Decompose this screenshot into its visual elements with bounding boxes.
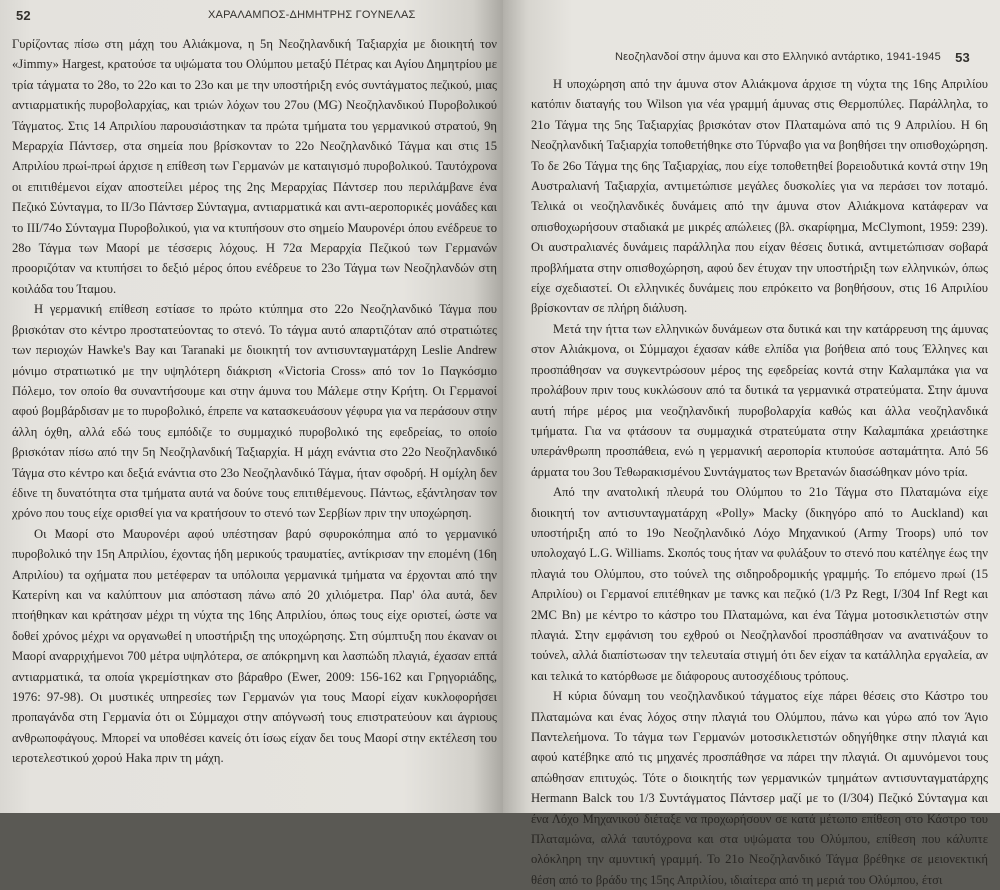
left-author-header: ΧΑΡΑΛΑΜΠΟΣ-ΔΗΜΗΤΡΗΣ ΓΟΥΝΕΛΑΣ [208, 9, 416, 21]
right-paragraph-3: Από την ανατολική πλευρά του Ολύμπου το 21ο Τάγμα στο Πλαταμώνα είχε διοικητή τον αντισυνταγματάρχη «Polly» Macky (δικηγόρο από το Auckland) και υποστήριξη από το 19ο Νεοζηλανδικό Λόχο Μηχανικού (Army Troops) υπό τον υπολοχαγό L.G. Williams. Σκοπός τους ήταν να φυλάξουν το στενό που κατέληγε έως την πλαγιά του Ολύμπου, στο τούνελ της σιδηροδρομικής γραμμής. Το επόμενο πρωί (15 Απριλίου) οι Γερμανοί επιτέθηκαν με τανκς και πεζικό (1/3 Pz Regt, I/304 Inf Regt και 2MC Bn) με κέντρο το κάστρο του Πλαταμώνα, και ένα Τάγμα μοτοσικλετιστών στην πλαγιά. Στην εμφάνιση του εχθρού οι Νεοζηλανδοί προσπάθησαν να ανατινάξουν το τούνελ, αλλά διαπίστωσαν την τελευταία στιγμή ότι δεν είχαν τα κατάλληλα εργαλεία, αν και τελικά το κατόρθωσε με διάφορους αυτοσχέδιους τρόπους. [531, 485, 988, 683]
right-paragraph-4: Η κύρια δύναμη του νεοζηλανδικού τάγματος είχε πάρει θέσεις στο Κάστρο του Πλαταμώνα και ένας λόχος στην πλαγιά του Ολύμπου, πάνω και γύρω από τον Άγιο Παντελεήμονα. Το τάγμα των Γερμανών μοτοσικλετιστών οδηγήθηκε στην πλαγιά και αφού κατέβηκε από τις μηχανές προσπάθησε να πάρει την πλαγιά. Οι αμυνόμενοι τους απώθησαν επιτυχώς. Τότε ο διοικητής των γερμανικών τμημάτων αντισυνταγματάρχης Hermann Balck του 1/3 Συντάγματος Πάντσερ μαζί με το (I/304) Πεζικό Σύνταγμα και ένα Λόχο Μηχανικού διέταξε να προχωρήσουν σε κατά μέτωπο επίθεση στο Κάστρο του Πλαταμώνα, αλλά ταυτόχρονα και στα υψώματα του Ολύμπου, επίθεση που κάλυπτε ολόκληρη την αμυντική γραμμή. Το 21ο Νεοζηλανδικό Τάγμα βρέθηκε σε μειονεκτική θέση από το βράδυ της 15ης Απριλίου, ιδιαίτερα από τη μεριά του Ολύμπου, έτσι [531, 689, 988, 887]
left-paragraph-1: Γυρίζοντας πίσω στη μάχη του Αλιάκμονα, η 5η Νεοζηλανδική Ταξιαρχία με διοικητή τον «Jimmy» Hargest, κρατούσε τα υψώματα του Ολύμπου μεταξύ Πέτρας και Αγίου Δημητρίου με τρία τάγματα το 28ο, το 22ο και το 23ο και με την υποστήριξη ενός συντάγματος πεζικού, μιας αντιαρματικής πυροβολαρχίας, και τριών λόχων του 27ου (MG) Νεοζηλανδικού Πυροβολικού Τάγματος. Στις 14 Απριλίου παρουσιάστηκαν τα πρώτα τμήματα του γερμανικού στρατού, 9η Μεραρχία Πάντσερ, στα σημεία που βρίσκονταν το 22ο Νεοζηλανδικό Τάγμα και στις 15 Απριλίου πρωί-πρωί άρχισε η επίθεση των Γερμανών με καταιγισμό πυροβολικού. Ταυτόχρονα οι επιτιθέμενοι είχαν αποστείλει μέρος της 2ης Μεραρχίας Πάντσερ που περιλάμβανε ένα Πεζικό Σύνταγμα, το II/3ο Πάντσερ Σύνταγμα, αντιαρματικά και αντι-αεροπορικές μονάδες και το III/74ο Σύνταγμα Πυροβολικού, για να κτυπήσουν στο σημείο Μαυρονέρι όπου ενέδρευε το 28ο Τάγμα των Μαορί με τέσσερις λόχους. Η 72α Μεραρχία Πεζικού των Γερμανών προοριζόταν να κτυπήσει το δεξιό μέρος όπου ενέδρευε το 23ο Τάγμα των Νεοζηλανδών στη κοιλάδα του Ίταμου. [12, 37, 497, 296]
left-paragraph-2: Η γερμανική επίθεση εστίασε το πρώτο κτύπημα στο 22ο Νεοζηλανδικό Τάγμα που βρισκόταν στο κέντρο προστατεύοντας το στενό. Το τάγμα αυτό απαρτιζόταν από στρατιώτες των περιοχών Hawke's Bay και Taranaki με διοικητή τον αντισυνταγματάρχη Leslie Andrew μόνιμο στρατιωτικό με την υψηλότερη διάκριση «Victoria Cross» από τον 1ο Παγκόσμιο Πόλεμο, τον οποίο θα συναντήσουμε και στην άμυνα του Μάλεμε στην Κρήτη. Οι Γερμανοί αφού βομβάρδισαν με το πυροβολικό, έπρεπε να κατασκευάσουν γέφυρα για να περάσουν στην άλλη όχθη, αλλά εδώ τους εμπόδιζε το συμμαχικό πυροβολικό της εφεδρείας, το οποίο βρισκόταν πίσω από την 5η Νεοζηλανδική Ταξιαρχία. Η μάχη ενάντια στο 22ο Νεοζηλανδικό Τάγμα στο κέντρο και δεξιά ενάντια στο 23ο Νεοζηλανδικό Τάγμα, ήταν σφοδρή. Η ομίχλη δεν έδινε τη δυνατότητα στα τμήματα αυτά να δούνε τους επιτιθέμενους. Πάντως, εξάντλησαν τον χρόνο που τους είχε ορισθεί για να κρατήσουν το στενό των Σερβίων πριν την υποχώρηση. [12, 302, 497, 521]
left-paragraph-3: Οι Μαορί στο Μαυρονέρι αφού υπέστησαν βαρύ σφυροκόπημα από το γερμανικό πυροβολικό την 15η Απριλίου, έχοντας ήδη μερικούς τραυματίες, αντίκρισαν την επομένη (16η Απριλίου) τα οχήματα που μετέφεραν τα υπόλοιπα γερμανικά τμήματα να έρχονται από την Κατερίνη και να καλύπτουν μια απόσταση πάνω από 20 χιλιόμετρα. Παρ' όλα αυτά, δεν πτοήθηκαν και κράτησαν μέχρι τη νύχτα της 16ης Απριλίου, όπως τους είχε οριστεί, ώστε να δοθεί χρόνος μέχρι να οργανωθεί η υποστήριξη της υποχώρησης. Στη σύμπτυξη που έκαναν οι Μαορί αναρριχήμενοι 700 μέτρα υψηλότερα, σε απόκρημνη και λασπώδη πλαγιά, έχασαν επτά αντιαρματικά, τα οποία γκρεμίστηκαν στο βάραθρο (Ewer, 2009: 156-162 και Γρηγοριάδης, 1976: 97-98). Οι μυστικές υπηρεσίες των Γερμανών για τους Μαορί είχαν κυκλοφορήσει προπαγάνδα στη Γερμανία ότι οι Σύμμαχοι στην απόγνωσή τους επιστρατεύουν και άγριους ανθρωποφάγους. Μπορεί να υποθέσει κανείς ότι ίσως είχαν δει τους Μαορί στην εκτέλεση του ιεροτελεστικού χορού Haka πριν τη μάχη. [12, 526, 497, 766]
right-page-number: 53 [955, 50, 970, 65]
right-page [503, 0, 1000, 887]
left-running-head [12, 8, 497, 26]
right-page-body [531, 74, 988, 890]
right-paragraph-1: Η υποχώρηση από την άμυνα στον Αλιάκμονα άρχισε τη νύχτα της 16ης Απριλίου κατόπιν διαταγής του Wilson για νέα γραμμή άμυνας στις Θερμοπύλες. Παράλληλα, το 21ο Τάγμα της 5ης Ταξιαρχίας βρισκόταν στον Πλαταμώνα από τις 9 Απριλίου. Η 6η Νεοζηλανδική Ταξιαρχία τοποθετήθηκε στο Τύρναβο για να βοηθήσει την οπισθοχώρηση. Το δε 26ο Τάγμα της 6ης Ταξιαρχίας, που είχε τοποθετηθεί βορειοδυτικά κοντά στην 19η Αυστραλιανή Ταξιαρχία, αντιμετώπισε μεγάλες δυσκολίες για να περάσει τον ποταμό. Τελικά οι νεοζηλανδικές δυνάμεις από την άμυνα στον Αλιάκμονα κατάφεραν να οπισθοχωρήσουν σταδιακά με μικρές απώλειες (βλ. σκαρίφημα, McClymont, 1959: 239). Οι αυστραλιανές δυνάμεις παράλληλα που είχαν θέσεις δυτικά, αντιμετώπισαν σοβαρά προβλήματα στην οπισθοχώρηση, αφού δεν έτυχαν την υποστήριξη των ελληνικών, όπως είχε σχεδιαστεί. Οι ελληνικές δυνάμεις που επρόκειτο να βοηθήσουν, στις 16 Απριλίου βρίσκονταν σε πλήρη διάλυση. [531, 77, 988, 316]
left-page-body [12, 34, 497, 769]
left-page [0, 0, 503, 813]
right-chapter-header: Νεοζηλανδοί στην άμυνα και στο Ελληνικό αντάρτικο, 1941-1945 [615, 51, 941, 63]
left-page-number: 52 [16, 8, 31, 23]
right-running-head [531, 50, 988, 68]
right-paragraph-2: Μετά την ήττα των ελληνικών δυνάμεων στα δυτικά και την κατάρρευση της άμυνας στον Αλιάκμονα, οι Σύμμαχοι έχασαν κάθε ελπίδα για βοήθεια από τους Έλληνες και προσπάθησαν να συγκεντρώσουν μέρος της εφεδρείας κοντά στην Καλαμπάκα για να προλάβουν πριν τους κυκλώσουν από τα δυτικά τα γερμανικά στρατεύματα. Στην άμυνα αυτή πήρε μέρος μια νεοζηλανδική πυροβολαρχία καθώς και άλλα νεοζηλανδικά τμήματα. Για να φτάσουν τα συμμαχικά στρατεύματα στην Καλαμπάκα χρειάστηκε υπεράνθρωπη προσπάθεια, ενώ η γερμανική αεροπορία κτυπούσε ασταμάτητα. Από 56 άρματα του 3ου Τεθωρακισμένου Συντάγματος των Βρετανών διασώθηκαν μόνο τρία. [531, 321, 988, 479]
